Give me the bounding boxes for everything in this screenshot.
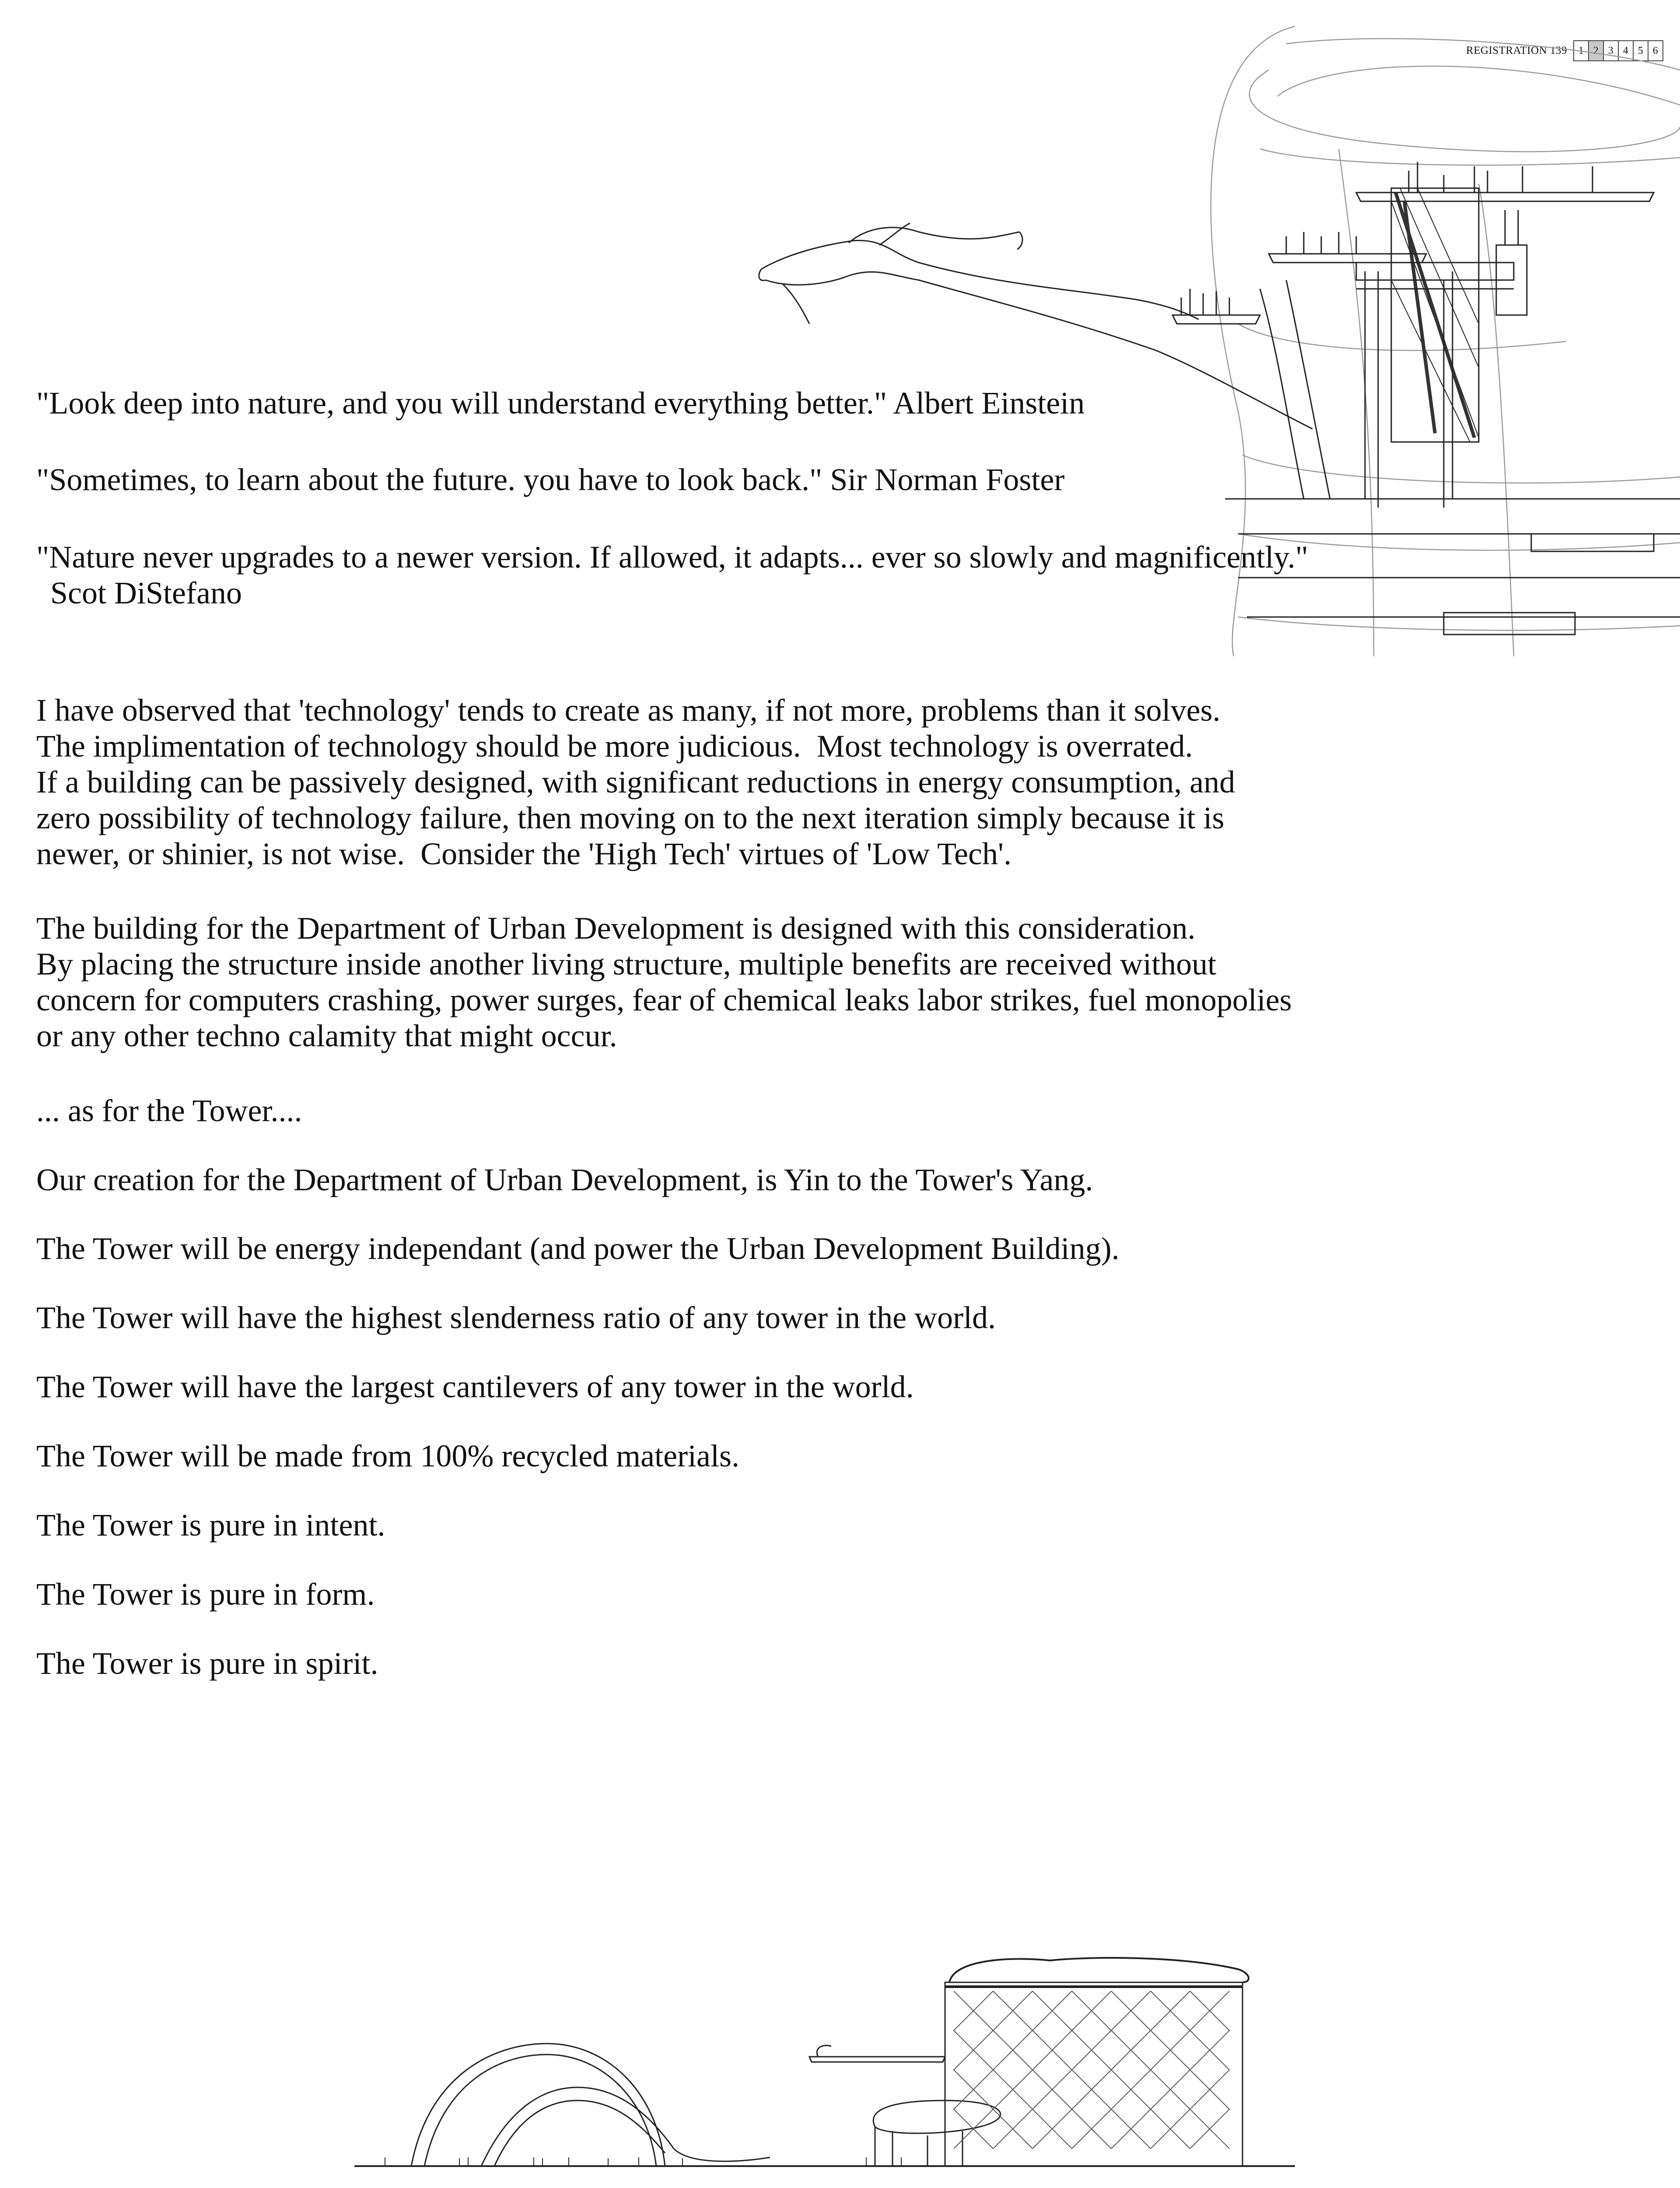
paragraph-line: or any other techno calamity that might occur. (36, 1018, 617, 1053)
paragraph-line: concern for computers crashing, power surges, fear of chemical leaks labor strikes, fuel monopolies (36, 982, 1292, 1017)
paragraph-line: The implimentation of technology should be more judicious. Most technology is overrated. (36, 729, 1193, 764)
statement: The Tower will have the largest cantilevers of any tower in the world. (36, 1369, 914, 1404)
statement: The Tower is pure in spirit. (36, 1646, 378, 1681)
statement: The Tower will be energy independant (and power the Urban Development Building). (36, 1231, 1120, 1266)
statement: The Tower is pure in intent. (36, 1508, 385, 1543)
statement: The Tower is pure in form. (36, 1577, 375, 1612)
paragraph-line: I have observed that 'technology' tends to create as many, if not more, problems than it solves. (36, 693, 1221, 728)
paragraph-line: zero possibility of technology failure, then moving on to the next iteration simply because it is (36, 800, 1225, 835)
page-box-4: 4 (1618, 40, 1634, 61)
paragraph-line: By placing the structure inside another living structure, multiple benefits are received without (36, 947, 1217, 982)
page-box-6: 6 (1648, 40, 1663, 61)
paragraph-line: If a building can be passively designed, with significant reductions in energy consumption, and (36, 764, 1236, 799)
page-box-1: 1 (1573, 40, 1589, 61)
statement: Our creation for the Department of Urban Development, is Yin to the Tower's Yang. (36, 1162, 1093, 1197)
quote-einstein: "Look deep into nature, and you will understand everything better." Albert Einstein (36, 386, 1085, 421)
paragraph-line: newer, or shinier, is not wise. Consider the 'High Tech' virtues of 'Low Tech'. (36, 836, 1012, 871)
statement: ... as for the Tower.... (36, 1093, 302, 1128)
page-box-2-active: 2 (1588, 40, 1604, 61)
quote-distefano-author: Scot DiStefano (50, 575, 242, 610)
statement: The Tower will have the highest slenderness ratio of any tower in the world. (36, 1300, 996, 1335)
elevation-sketch (350, 1943, 1299, 2179)
paragraph-line: The building for the Department of Urban Development is designed with this consideration. (36, 911, 1196, 946)
quote-foster: "Sometimes, to learn about the future. you have to look back." Sir Norman Foster (36, 462, 1065, 497)
page-box-5: 5 (1633, 40, 1648, 61)
registration-label: REGISTRATION 139 (1466, 45, 1567, 56)
statement: The Tower will be made from 100% recycled materials. (36, 1438, 740, 1473)
quote-distefano: "Nature never upgrades to a newer version. If allowed, it adapts... ever so slowly and magnificently." (36, 540, 1309, 575)
page-box-3: 3 (1603, 40, 1619, 61)
